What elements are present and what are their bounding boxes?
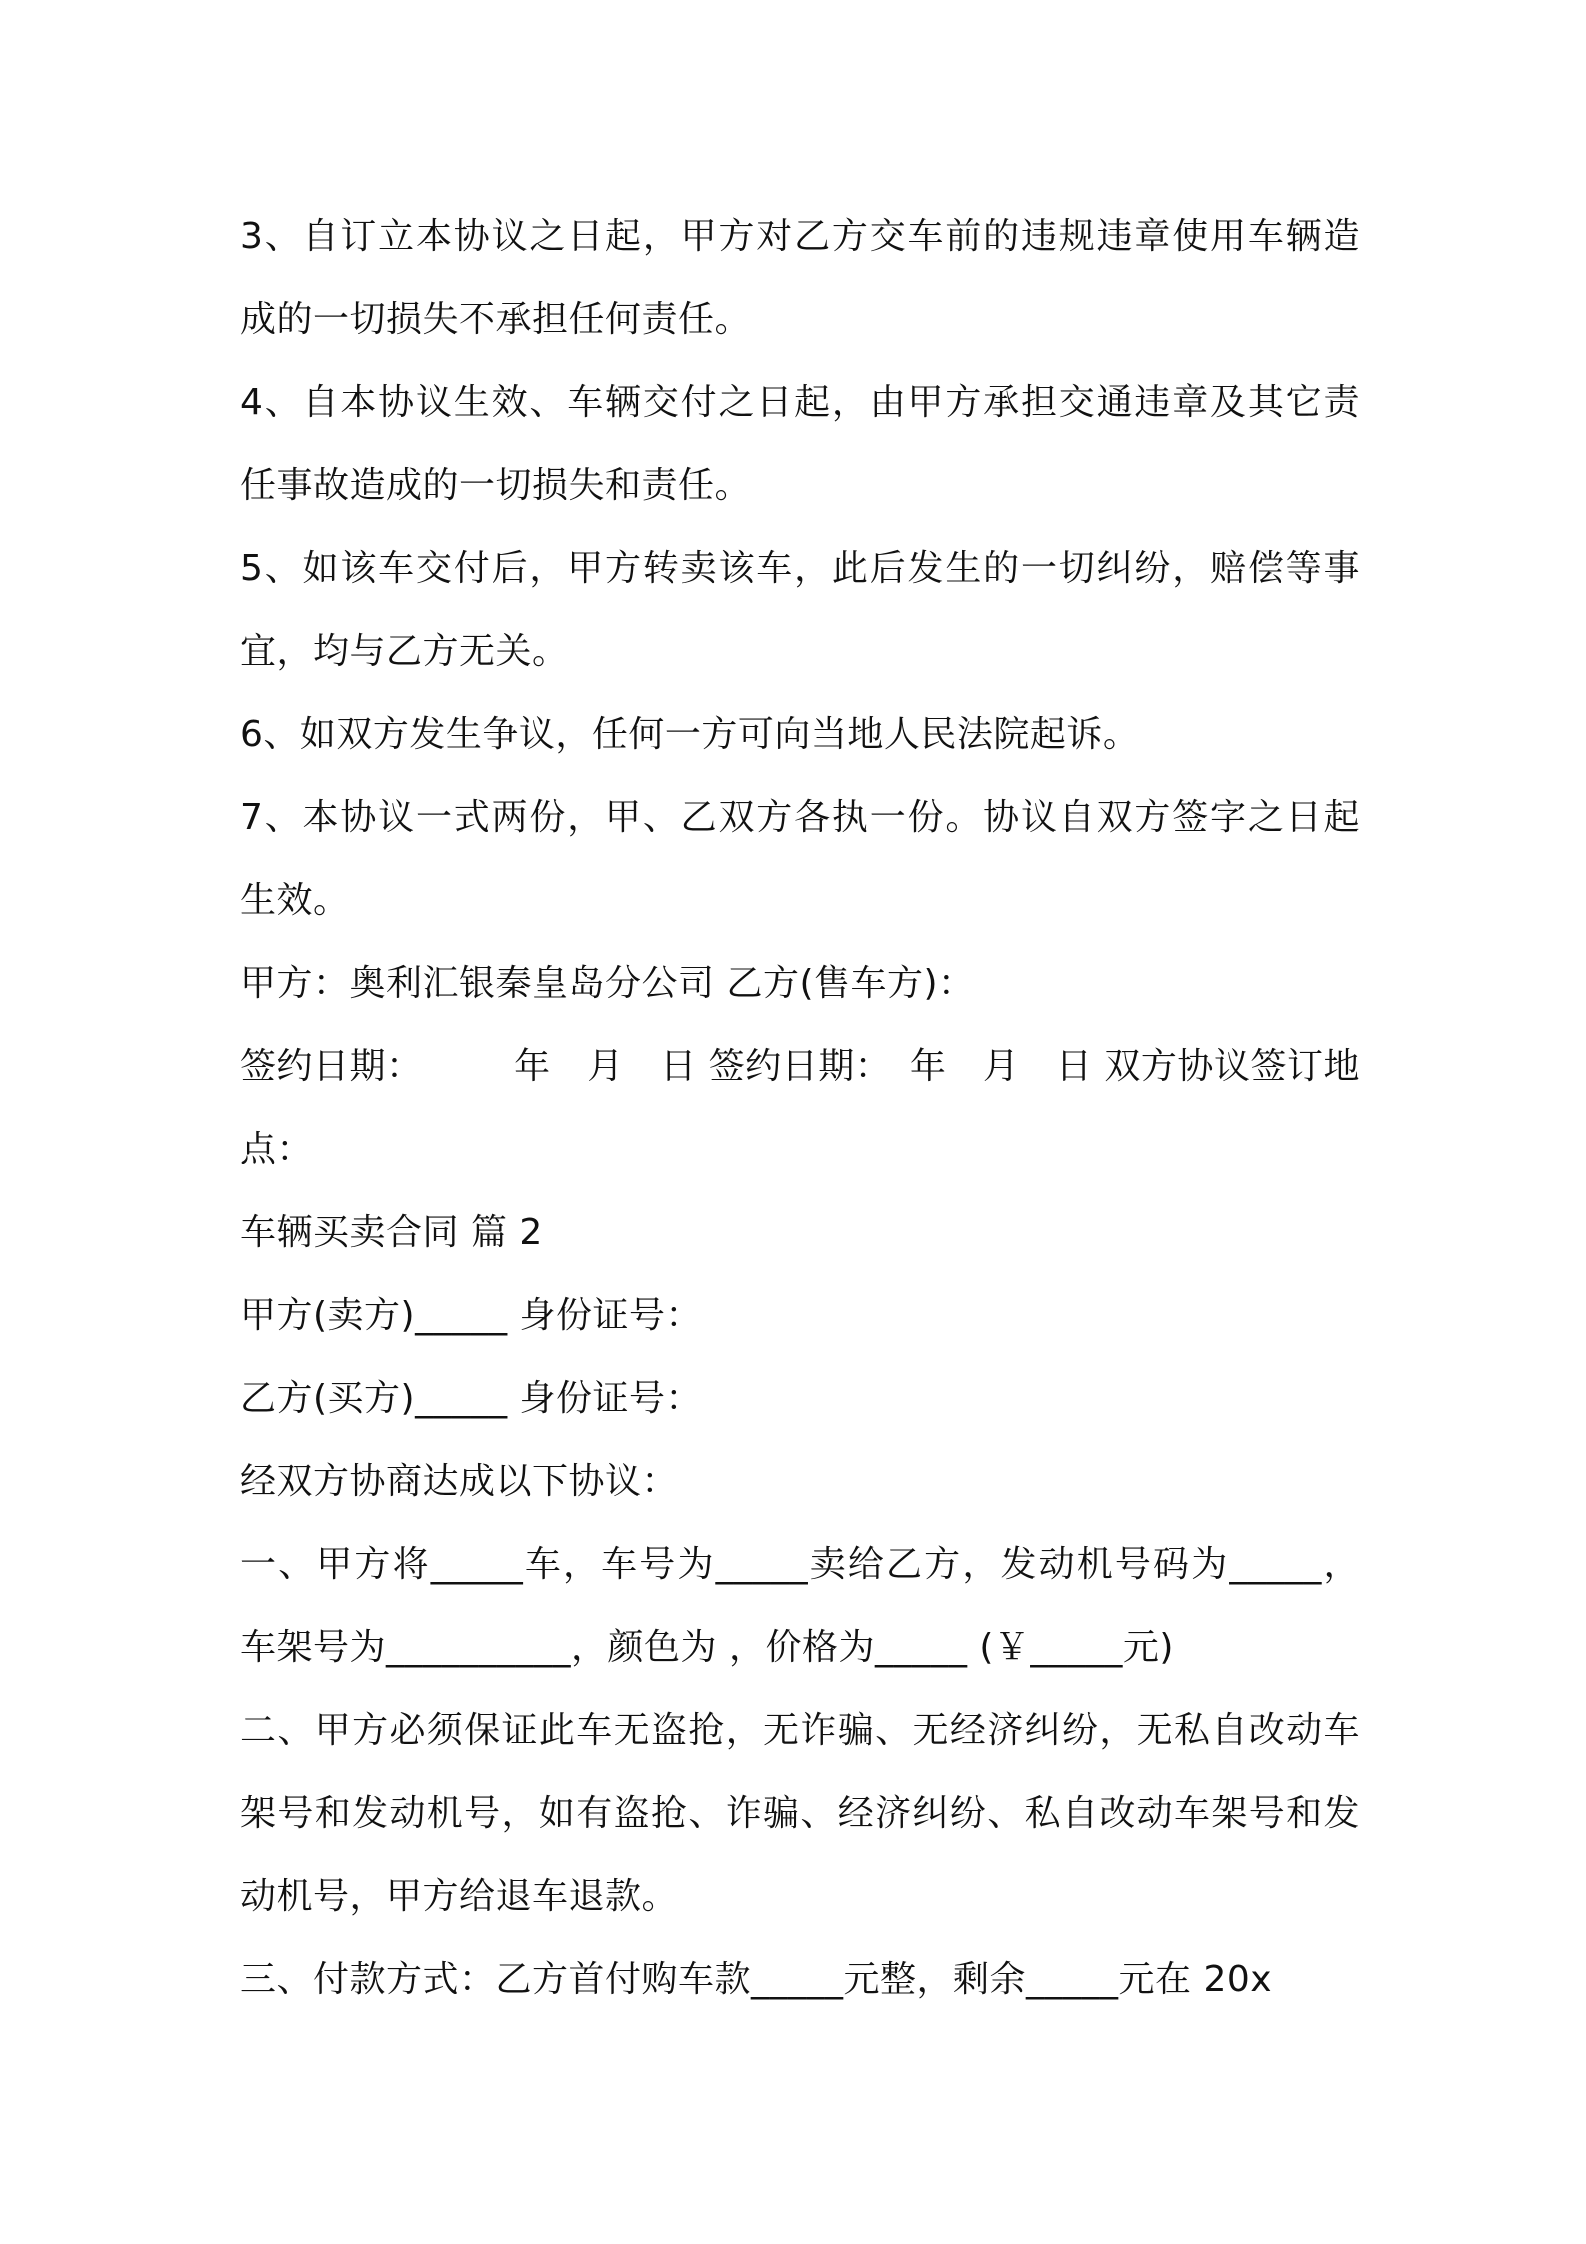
clause-5-line-1: 5、如该车交付后，甲方转卖该车，此后发生的一切纠纷，赔偿等事 <box>240 548 1360 589</box>
article-1-line-2: 车架号为__________，颜色为 ，价格为_____ (￥_____元) <box>240 1627 1174 1668</box>
clause-7-line-1: 7、本协议一式两份，甲、乙双方各执一份。协议自双方签字之日起 <box>240 797 1360 838</box>
clause-4-line-1: 4、自本协议生效、车辆交付之日起，由甲方承担交通违章及其它责 <box>240 382 1360 423</box>
agreement-intro: 经双方协商达成以下协议： <box>240 1461 679 1502</box>
clause-6: 6、如双方发生争议，任何一方可向当地人民法院起诉。 <box>240 714 1140 755</box>
article-2-line-2: 架号和发动机号，如有盗抢、诈骗、经济纠纷、私自改动车架号和发 <box>240 1793 1360 1834</box>
document-body <box>240 195 1360 2021</box>
clause-7-line-2: 生效。 <box>240 880 350 921</box>
signing-date-line: 签约日期： 年 月 日 签约日期： 年 月 日 双方协议签订地 <box>240 1046 1360 1087</box>
article-3-line-1: 三、付款方式：乙方首付购车款_____元整，剩余_____元在 20x <box>240 1959 1273 2000</box>
article-2-line-1: 二、甲方必须保证此车无盗抢，无诈骗、无经济纠纷，无私自改动车 <box>240 1710 1360 1751</box>
contract-2-heading: 车辆买卖合同 篇 2 <box>240 1212 543 1253</box>
party-a-seller-line: 甲方(卖方)_____ 身份证号： <box>240 1295 703 1336</box>
party-b-buyer-line: 乙方(买方)_____ 身份证号： <box>240 1378 703 1419</box>
article-1-line-1: 一、甲方将_____车，车号为_____卖给乙方，发动机号码为_____， <box>240 1544 1360 1585</box>
parties-signature-line: 甲方：奥利汇银秦皇岛分公司 乙方(售车方)： <box>240 963 975 1004</box>
signing-place-line: 点： <box>240 1129 314 1170</box>
article-2-line-3: 动机号，甲方给退车退款。 <box>240 1876 679 1917</box>
clause-3-line-1: 3、自订立本协议之日起，甲方对乙方交车前的违规违章使用车辆造 <box>240 216 1360 257</box>
clause-4-line-2: 任事故造成的一切损失和责任。 <box>240 465 752 506</box>
clause-5-line-2: 宜，均与乙方无关。 <box>240 631 569 672</box>
clause-3-line-2: 成的一切损失不承担任何责任。 <box>240 299 752 340</box>
